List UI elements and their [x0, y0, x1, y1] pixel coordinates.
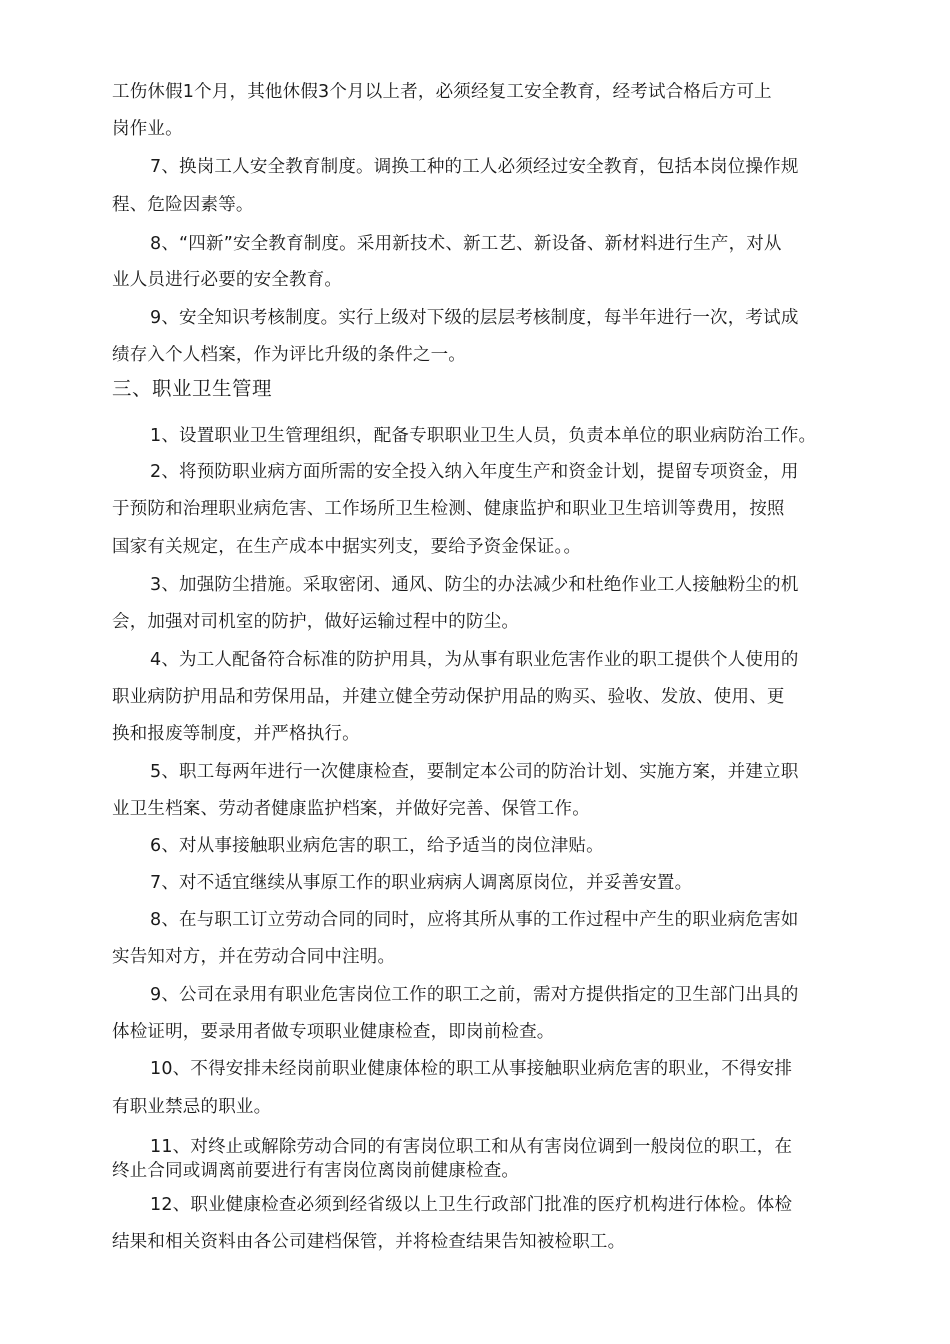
- paragraph-line: 11、对终止或解除劳动合同的有害岗位职工和从有害岗位调到一般岗位的职工，在: [150, 1137, 793, 1157]
- paragraph-line: 结果和相关资料由各公司建档保管，并将检查结果告知被检职工。: [112, 1232, 626, 1252]
- paragraph-line: 12、职业健康检查必须到经省级以上卫生行政部门批准的医疗机构进行体检。体检: [150, 1195, 793, 1215]
- paragraph-line: 2、将预防职业病方面所需的安全投入纳入年度生产和资金计划，提留专项资金，用: [150, 462, 799, 482]
- paragraph-line: 10、不得安排未经岗前职业健康体检的职工从事接触职业病危害的职业，不得安排: [150, 1059, 793, 1079]
- paragraph-line: 7、换岗工人安全教育制度。调换工种的工人必须经过安全教育，包括本岗位操作规: [150, 157, 799, 177]
- paragraph-line: 9、公司在录用有职业危害岗位工作的职工之前，需对方提供指定的卫生部门出具的: [150, 985, 799, 1005]
- paragraph-line: 工伤休假1个月，其他休假3个月以上者，必须经复工安全教育，经考试合格后方可上: [112, 82, 772, 102]
- paragraph-line: 5、职工每两年进行一次健康检查，要制定本公司的防治计划、实施方案，并建立职: [150, 762, 799, 782]
- paragraph-line: 业卫生档案、劳动者健康监护档案，并做好完善、保管工作。: [112, 799, 590, 819]
- paragraph-line: 9、安全知识考核制度。实行上级对下级的层层考核制度，每半年进行一次，考试成: [150, 308, 799, 328]
- paragraph-line: 8、在与职工订立劳动合同的同时，应将其所从事的工作过程中产生的职业病危害如: [150, 910, 799, 930]
- paragraph-line: 1、设置职业卫生管理组织，配备专职职业卫生人员，负责本单位的职业病防治工作。: [150, 426, 817, 446]
- paragraph-line: 4、为工人配备符合标准的防护用具，为从事有职业危害作业的职工提供个人使用的: [150, 650, 799, 670]
- paragraph-line: 会，加强对司机室的防护，做好运输过程中的防尘。: [112, 612, 520, 632]
- paragraph-line: 于预防和治理职业病危害、工作场所卫生检测、健康监护和职业卫生培训等费用，按照: [112, 499, 785, 519]
- paragraph-line: 6、对从事接触职业病危害的职工，给予适当的岗位津贴。: [150, 836, 604, 856]
- paragraph-line: 有职业禁忌的职业。: [112, 1097, 272, 1117]
- paragraph-line: 国家有关规定，在生产成本中据实列支，要给予资金保证。。: [112, 537, 582, 557]
- paragraph-line: 业人员进行必要的安全教育。: [112, 270, 343, 290]
- paragraph-line: 7、对不适宜继续从事原工作的职业病病人调离原岗位，并妥善安置。: [150, 873, 693, 893]
- paragraph-line: 3、加强防尘措施。采取密闭、通风、防尘的办法减少和杜绝作业工人接触粉尘的机: [150, 575, 799, 595]
- paragraph-line: 岗作业。: [112, 119, 183, 139]
- paragraph-line: 职业病防护用品和劳保用品，并建立健全劳动保护用品的购买、验收、发放、使用、更: [112, 687, 785, 707]
- paragraph-line: 8、“四新”安全教育制度。采用新技术、新工艺、新设备、新材料进行生产，对从: [150, 234, 782, 254]
- paragraph-line: 换和报废等制度，并严格执行。: [112, 724, 360, 744]
- paragraph-line: 程、危险因素等。: [112, 195, 254, 215]
- paragraph-line: 体检证明，要录用者做专项职业健康检查，即岗前检查。: [112, 1022, 555, 1042]
- paragraph-line: 实告知对方，并在劳动合同中注明。: [112, 947, 396, 967]
- section-heading: 三、职业卫生管理: [112, 377, 273, 400]
- paragraph-line: 绩存入个人档案，作为评比升级的条件之一。: [112, 345, 466, 365]
- paragraph-line: 终止合同或调离前要进行有害岗位离岗前健康检查。: [112, 1161, 520, 1181]
